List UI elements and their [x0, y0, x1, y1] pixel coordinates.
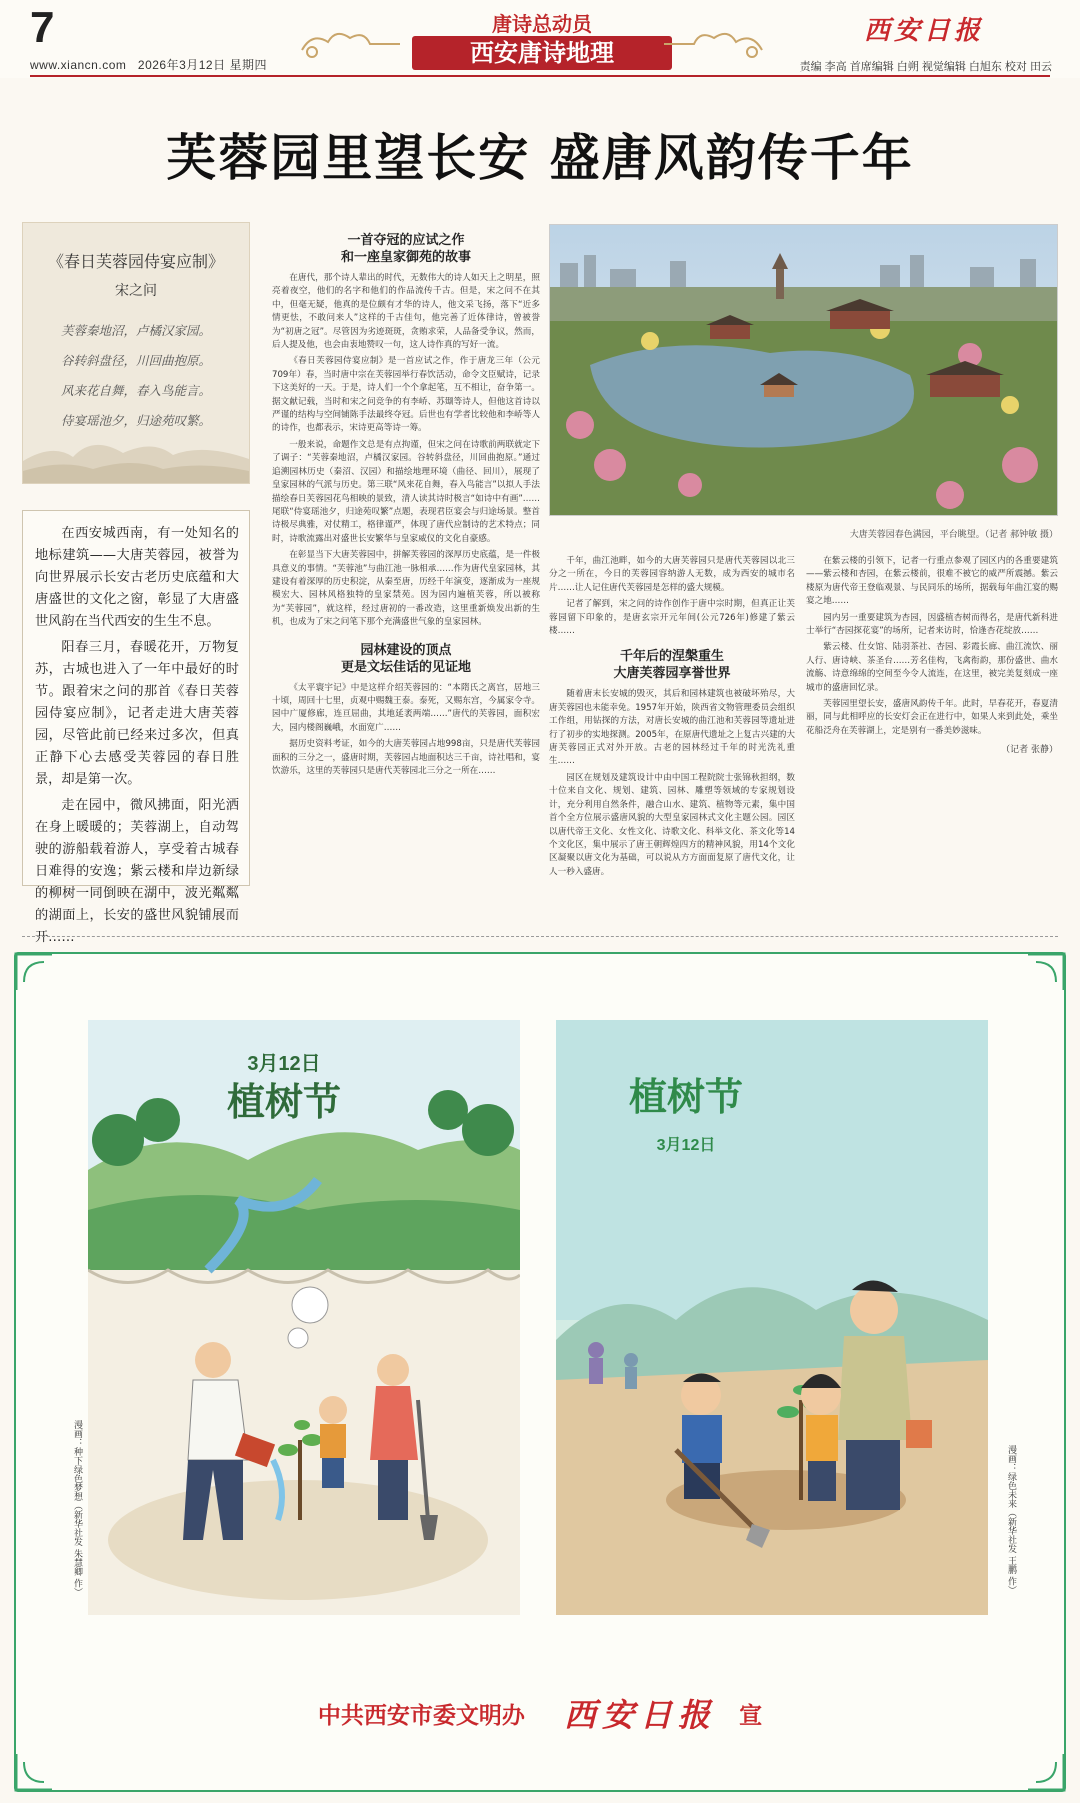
corner-ornament-icon	[14, 1752, 54, 1792]
corner-ornament-icon	[1026, 1752, 1066, 1792]
body-paragraph: 据历史资料考证，如今的大唐芙蓉园占地998亩，只是唐代芙蓉园面积的三分之一，盛唐时期，芙蓉园占地面积达三千亩，诗社唱和，宴饮游乐，这里的芙蓉园只是唐代芙蓉园北三分之一所在……	[272, 739, 540, 776]
poem-line: 侍宴瑶池夕，归途苑叹繁。	[61, 413, 212, 428]
body-paragraph: 在唐代，那个诗人辈出的时代，无数伟大的诗人如天上之明星，照亮着夜空，他们的名字和他们的作品流传千古。但是，宋之问不在其中，但毫无疑，他真的是位颇有才华的诗人，他文采飞扬，落下“近多情更怯，不敢问来人”这样的千古佳句，他完善了近体律诗，曾被誉为“初唐之冠”。尽管因为劣迹斑斑，贪贿求荣，人品备受争议，然而，后人提及他，也会由衷地赞叹一句，这人诗作真的写好一流。	[272, 273, 540, 351]
body-paragraph: 《春日芙蓉园侍宴应制》是一首应试之作，作于唐龙三年（公元709年）春，当时唐中宗在芙蓉园举行春饮活动，命令文臣赋诗，记录下这美好的一天。于是，诗人们一个个拿起笔，互不相让，奋争第一。据文献记载，当时和宋之问竞争的有李峤、苏颋等诗人，但他这首诗以严谨的结构与空间铺陈手法最终夺冠。后世也有学者比较他和李峤等人的诗作，也都表示，宋诗更高等诗一筹。	[272, 356, 540, 434]
body-paragraph: 在紫云楼的引领下，记者一行重点参观了园区内的各重要建筑——紫云楼和杏园，在紫云楼前，很难不被它的威严所震撼。紫云楼原为唐代帝王登临观景、与民同乐的场所，据载每年曲江宴的赐宴之地……	[806, 556, 1058, 607]
editor-credits: 责编 李高 首席编辑 白朔 视觉编辑 白旭东 校对 田云	[799, 61, 1052, 73]
corner-ornament-icon	[1026, 952, 1066, 992]
cloud-ornament-right-icon	[652, 24, 772, 62]
tree-planting-family-illustration	[88, 1020, 520, 1615]
subhead-line: 和一座皇家御苑的故事	[340, 250, 471, 265]
lead-text-box	[22, 510, 250, 945]
section-subhead	[272, 232, 540, 266]
body-paragraph: 在彰显当下大唐芙蓉园中，拼解芙蓉园的深厚历史底蕴，是一件极具意义的事情。“芙蓉池”与曲江池一脉相承……作为唐代皇家园林，其建设有着深厚的历史积淀，从秦至唐，历经千年演变，逐渐成为一座规模宏大、园林风格独特的皇家禁苑。因为园内遍植芙蓉，所以被称为“芙蓉园”，就这样，经过唐初的一番改造，这里重新焕发出新的生机，也成为了宋之问笔下那个充满盛世气象的皇家园林。	[272, 550, 540, 628]
poem-line: 谷转斜盘径，川回曲抱原。	[61, 353, 212, 368]
poster1-credit: 漫画：种下绿色梦想（新华社发 朱慧卿 作）	[72, 1420, 82, 1597]
body-paragraph: 千年，曲江池畔，如今的大唐芙蓉园只是唐代芙蓉园以北三分之一所在，今日的芙蓉园容纳游人无数，成为西安的城市名片……让人记住唐代芙蓉园是怎样的盛大规模。	[549, 556, 795, 593]
park-aerial-photo	[549, 224, 1058, 516]
body-paragraph: 记者了解到，宋之问的诗作创作于唐中宗时期，但真正让芙蓉园留下印象的，是唐玄宗开元年间(公元726年)修建了紫云楼……	[549, 599, 795, 637]
reporter-byline: （记者 张静）	[1001, 745, 1058, 756]
father-kids-planting-illustration	[556, 1020, 988, 1615]
poster2-credit: 漫画：绿色未来（新华社发 王鹏 作）	[1006, 1445, 1016, 1595]
issue-date: 2026年3月12日 星期四	[137, 58, 267, 72]
lead-paragraph: 走在园中，微风拂面，阳光洒在身上暖暖的；芙蓉湖上，自动驾驶的游船载着游人，享受着古城春日难得的安逸；紫云楼和岸边新绿的柳树一同倒映在湖中，波光粼粼的湖面上，长安的盛世风貌铺展而开……	[35, 798, 239, 945]
body-paragraph: 《太平寰宇记》中是这样介绍芙蓉园的：“本隋氏之离宫，居地三十顷，周回十七里，贞观中赐魏王泰。泰死，又赐东宫，今属家令寺。园中广厦修廊，连亘屈曲，其地延袤两端……”唐代的芙蓉园，面积宏大，园内楼阁巍峨，水面宽广……	[272, 682, 540, 733]
poem-title: 《春日芙蓉园侍宴应制》	[47, 252, 224, 271]
poster1-title: 植树节	[226, 1079, 342, 1124]
lead-paragraph: 阳春三月，春暖花开，万物复苏，古城也进入了一年中最好的时节。跟着宋之问的那首《春日芙蓉园侍宴应制》，记者走进大唐芙蓉园，尽管此前已经来过多次，但真正静下心去感受芙蓉园的春日胜景，却是第一次。	[35, 640, 239, 787]
poem-box	[22, 222, 250, 484]
ad-tag: 宣	[739, 1701, 763, 1729]
poster1-date: 3月12日	[247, 1053, 321, 1075]
page-number: 7	[30, 3, 55, 52]
poem-line: 风来花自舞，春入鸟能言。	[61, 383, 212, 398]
article-column-b	[549, 555, 795, 882]
article-column-c	[806, 555, 1058, 755]
poem-author: 宋之问	[115, 283, 157, 299]
subhead-line: 千年后的涅槃重生	[619, 649, 724, 665]
page-headline: 芙蓉园里望长安 盛唐风韵传千年	[166, 128, 914, 187]
sponsor-name: 中共西安市委文明办	[317, 1701, 525, 1729]
ad-footer	[0, 1690, 1080, 1736]
corner-ornament-icon	[14, 952, 54, 992]
section-divider	[22, 936, 1058, 937]
body-paragraph: 随着唐末长安城的毁灭，其后和园林建筑也被破坏殆尽，大唐芙蓉园也未能幸免。1957年开始，陕西省文物管理委员会组织工作组，用钻探的方法，对唐长安城的曲江池和芙蓉园等遗址进行了初步的实地探测。2005年，在原唐代遗址之上复古兴建的大唐芙蓉园正式对外开放。古老的园林经过千年的时光洗礼重生……	[549, 689, 795, 767]
section-title: 西安唐诗地理	[412, 36, 672, 70]
body-paragraph: 园内另一重要建筑为杏园，因盛植杏树而得名，是唐代新科进士举行“杏园探花宴”的场所，记者来访时，恰逢杏花绽放……	[806, 612, 1058, 637]
subhead-line: 大唐芙蓉园享誉世界	[613, 666, 731, 682]
masthead-logo: 西安日报	[863, 16, 984, 46]
header-rule	[30, 75, 1050, 77]
body-paragraph: 一般来说，命题作文总是有点拘谨，但宋之问在诗歌前两联就定下了调子：“芙蓉秦地沼，卢橘汉家园。谷转斜盘径，川回曲抱原。”通过追溯园林历史（秦沼、汉园）和描绘地理环境（曲径、回川），展现了皇家园林的气派与历史。第三联“风来花自舞，春入鸟能言”以拟人手法描绘春日芙蓉园花鸟相映的景致，清人读其诗时极言“如诗中有画”……尾联“侍宴瑶池夕，归途苑叹繁”点题，表现君臣宴会与归途场景。整首诗极尽典雅，对仗精工，格律谨严，体现了唐代应制诗的艺术特点；同时，诗歌流露出对盛世长安繁华与皇家威仪的文化自豪感。	[272, 439, 540, 544]
poster2-date: 3月12日	[656, 1137, 716, 1154]
subhead-line: 更是文坛佳话的见证地	[340, 659, 471, 675]
photo-caption: 大唐芙蓉园春色满园，平台眺望。（记者 郝钟敏 摄）	[849, 530, 1058, 540]
subhead-line: 园林建设的顶点	[360, 642, 452, 658]
section-kicker: 唐诗总动员	[492, 12, 592, 36]
site-url[interactable]: www.xiancn.com	[30, 58, 127, 72]
body-paragraph: 园区在规划及建筑设计中由中国工程院院士张锦秋担纲，数十位来自文化、规划、建筑、园林、雕塑等领域的专家规划设计，充分利用自然条件，融合山水、建筑、植物等元素，集中国首个全方位展示盛唐风貌的大型皇家园林式文化主题公园。园区以唐代帝王文化、女性文化、诗歌文化、科举文化、茶文化等14个文化区，集中展示了唐王朝辉煌四方的精神风貌，用14个文化区凝聚以唐文化为基础，可以说从方方面面复原了唐代文化，让人一秒入盛唐。	[549, 772, 795, 877]
section-banner	[292, 6, 772, 72]
body-paragraph: 芙蓉园里望长安，盛唐风韵传千年。此时，早春花开，春夏清丽，同与此相呼应的长安灯会正在进行中，如果人来到此处，乘坐花船泛舟在芙蓉湖上，定是别有一番美妙滋味。	[806, 699, 1058, 736]
body-paragraph: 紫云楼、仕女馆、陆羽茶社、杏园、彩霞长廊、曲江流饮、丽人行、唐诗峡、茶圣台……芳名佳构，飞禽衔韵，那份盛世、曲水流觞、诗意绵绵的空间至今令人流连，在这里，被完美复刻成一座城市的盛唐回忆录。	[806, 642, 1058, 693]
page-header	[0, 0, 1080, 78]
article-column-main	[272, 232, 540, 781]
subhead-line: 一首夺冠的应试之作	[347, 233, 465, 248]
arbor-day-poster-2	[556, 1020, 988, 1615]
newspaper-logo: 西安日报	[563, 1696, 716, 1734]
arbor-day-poster-1	[88, 1020, 520, 1615]
poem-line: 芙蓉秦地沼，卢橘汉家园。	[61, 323, 212, 338]
dateline	[30, 56, 267, 73]
poster2-title: 植树节	[628, 1074, 744, 1119]
section-subhead	[549, 648, 795, 682]
ink-mountains-illustration	[23, 413, 249, 483]
lead-paragraph: 在西安城西南，有一处知名的地标建筑——大唐芙蓉园，被誉为向世界展示长安古老历史底蕴和大唐盛世的文化之窗，彰显了大唐盛世风韵在当代西安的生生不息。	[35, 526, 239, 629]
cloud-ornament-left-icon	[292, 24, 412, 62]
park-aerial-illustration	[550, 225, 1058, 516]
section-subhead	[272, 642, 540, 676]
